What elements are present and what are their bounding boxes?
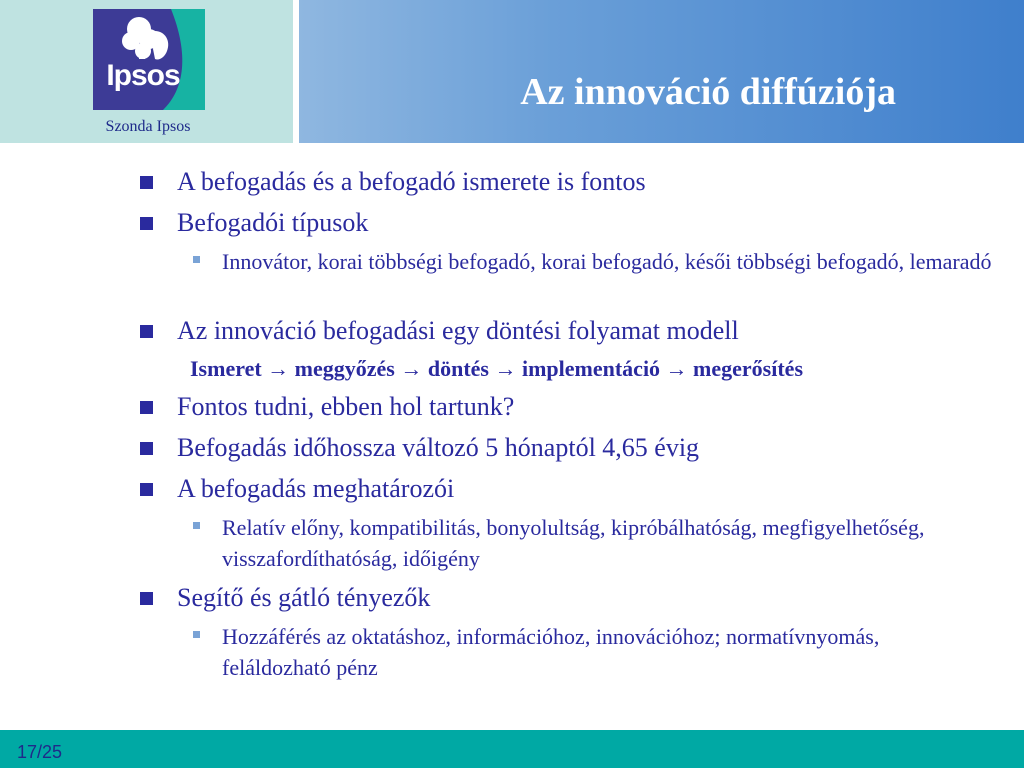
bullet-square-icon [140, 401, 153, 414]
footer-bar [0, 730, 1024, 768]
sub-item: Hozzáférés az oktatáshoz, információhoz, innovációhoz; normatívnyomás, feláldozható pénz [222, 624, 880, 680]
bullet-item: Fontos tudni, ebben hol tartunk? [177, 392, 515, 421]
bullet-square-icon [140, 217, 153, 230]
bullet-item: A befogadás meghatározói [177, 474, 455, 503]
bullet-item: Az innováció befogadási egy döntési folyamat modell [177, 316, 739, 345]
bullet-square-icon [140, 442, 153, 455]
logo-caption: Szonda Ipsos [105, 118, 191, 135]
slide-title: Az innováció diffúziója [520, 71, 896, 113]
bullet-item: Segítő és gátló tényezők [177, 583, 431, 612]
page-number: 17/25 [17, 742, 63, 762]
sub-bullet-icon [193, 522, 200, 529]
bullet-square-icon [140, 176, 153, 189]
bullet-square-icon [140, 483, 153, 496]
sub-bullet-icon [193, 256, 200, 263]
sub-bullet-icon [193, 631, 200, 638]
bullet-item: A befogadás és a befogadó ismerete is fontos [177, 167, 646, 196]
process-flow: Ismeret → meggyőzés → döntés → implementáció → megerősítés [190, 356, 804, 381]
bullet-item: Befogadás időhossza változó 5 hónaptól 4,65 évig [177, 433, 700, 462]
bullet-square-icon [140, 325, 153, 338]
sub-item: Innovátor, korai többségi befogadó, korai befogadó, késői többségi befogadó, lemaradó [222, 249, 992, 274]
logo-text: Ipsos [106, 59, 180, 92]
bullet-item: Befogadói típusok [177, 208, 369, 237]
bullet-square-icon [140, 592, 153, 605]
sub-item: Relatív előny, kompatibilitás, bonyolultság, kipróbálhatóság, megfigyelhetőség, visszafordíthatóság, időigény [222, 515, 925, 571]
